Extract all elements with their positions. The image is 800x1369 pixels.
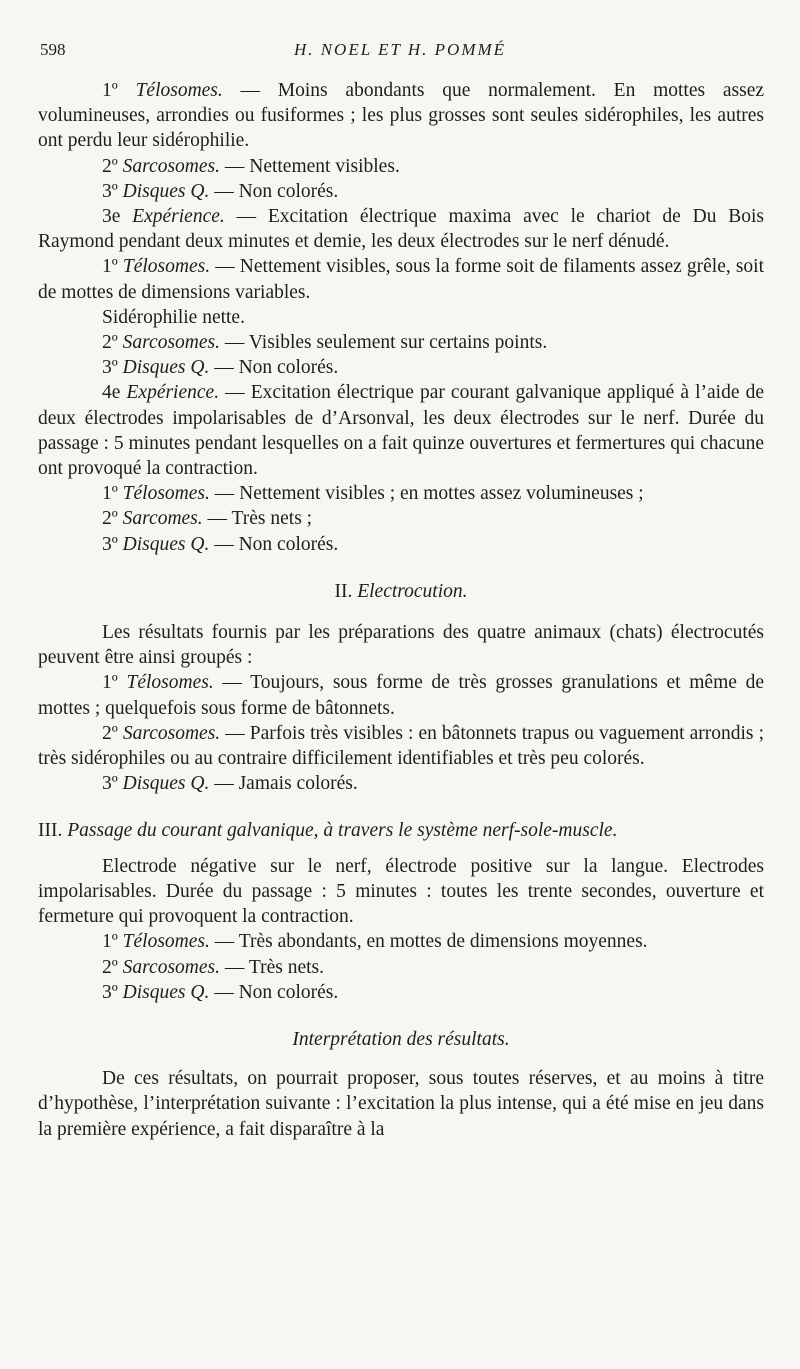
section-2-item-3: 3º Disques Q. — Jamais colorés.: [102, 773, 358, 795]
exp2-item-2: 2º Sarcosomes. — Nettement visibles.: [102, 155, 400, 177]
exp4-item-1: 1º Télosomes. — Nettement visibles ; en mottes assez volumineuses ;: [102, 483, 644, 505]
section-3-item-1: 1º Télosomes. — Très abondants, en mottes de dimensions moyennes.: [102, 931, 648, 953]
section-2-item-1: 1º Télosomes. — Toujours, sous forme de très grosses granulations et même de mottes ; quelquefois sous forme de bâtonnets.: [38, 672, 764, 719]
section-2-item-2: 2º Sarcosomes. — Parfois très visibles : en bâtonnets trapus ou vaguement arrondis ; très sidérophiles ou au contraire difficilement identifiables et très peu colorés.: [38, 722, 764, 770]
section-3-heading: III. Passage du courant galvanique, à travers le système nerf-sole-muscle.: [38, 820, 618, 842]
exp3-item-2: 2º Sarcosomes. — Visibles seulement sur certains points.: [102, 332, 548, 354]
section-3-intro: Electrode négative sur le nerf, électrode positive sur la langue. Electrodes impolarisables. Durée du passage : 5 minutes : toutes les trente secondes, ouverture et fermeture qui provoquent la contraction.: [38, 855, 764, 928]
exp3-item-3: 3º Disques Q. — Non colorés.: [102, 357, 339, 379]
section-2-heading: II. Electrocution.: [334, 580, 468, 602]
running-head: H. NOEL ET H. POMMÉ: [293, 40, 507, 59]
interpretation-paragraph: De ces résultats, on pourrait proposer, sous toutes réserves, et au moins à titre d’hypothèse, l’interprétation suivante : l’excitation la plus intense, qui a été mise en jeu dans la première expérience, a fait disparaître à la: [38, 1068, 764, 1140]
experiment-4: 4e Expérience. — Excitation électrique par courant galvanique appliqué à l’aide de deux électrodes impolarisables de d’Arsonval, les deux électrodes sur le nerf. Durée du passage : 5 minutes pendant lesquelles on a fait quinze ouvertures et fermertures qui chacune ont provoqué la contraction.: [38, 382, 764, 480]
exp3-item-1-continued: Sidérophilie nette.: [102, 306, 245, 328]
exp2-item-3: 3º Disques Q. — Non colorés.: [102, 180, 339, 202]
page-header: [40, 40, 760, 70]
exp4-item-2: 2º Sarcomes. — Très nets ;: [102, 508, 313, 530]
interpretation-heading: Interprétation des résultats.: [292, 1028, 510, 1050]
section-3-item-2: 2º Sarcosomes. — Très nets.: [102, 956, 325, 978]
experiment-3: 3e Expérience. — Excitation électrique maxima avec le chariot de Du Bois Raymond pendant deux minutes et demie, les deux électrodes sur le nerf dénudé.: [38, 206, 764, 253]
section-3-item-3: 3º Disques Q. — Non colorés.: [102, 981, 339, 1003]
body-text: [38, 78, 764, 1142]
exp4-item-3: 3º Disques Q. — Non colorés.: [102, 533, 339, 555]
exp2-item-1: 1º Télosomes. — Moins abondants que normalement. En mottes assez volumineuses, arrondies ou fusiformes ; les plus grosses sont seules sidérophiles, les autres ont perdu leur sidérophilie.: [38, 80, 765, 152]
section-2-intro: Les résultats fournis par les préparations des quatre animaux (chats) électrocutés peuvent être ainsi groupés :: [38, 622, 764, 669]
exp3-item-1: 1º Télosomes. — Nettement visibles, sous la forme soit de filaments assez grêle, soit de mottes de dimensions variables.: [38, 256, 764, 303]
page-number: 598: [40, 40, 66, 59]
